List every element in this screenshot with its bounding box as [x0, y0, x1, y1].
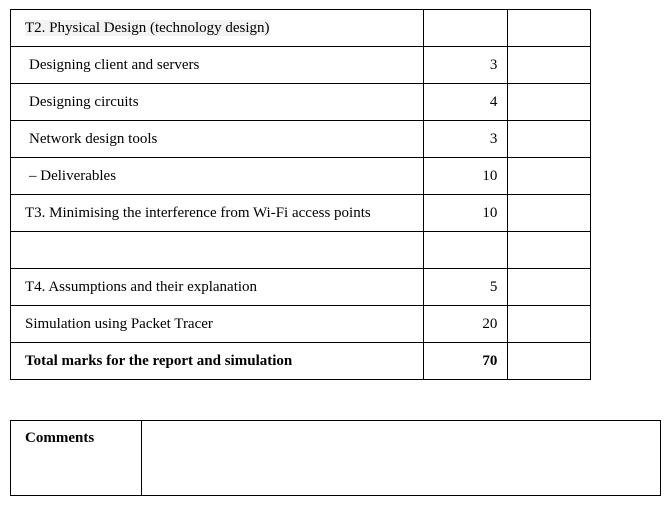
marks-cell: 3: [423, 121, 508, 158]
marks-cell: [423, 10, 508, 47]
marks-cell: 5: [423, 269, 508, 306]
task-cell: – Deliverables: [11, 158, 424, 195]
table-row: [11, 232, 591, 269]
score-cell[interactable]: [508, 232, 591, 269]
task-label: T2. Physical Design (technology design): [25, 19, 270, 36]
task-cell: Network design tools: [11, 121, 424, 158]
score-cell[interactable]: [508, 343, 591, 380]
score-cell[interactable]: [508, 195, 591, 232]
table-row: [11, 121, 591, 158]
comments-label: Comments: [11, 421, 142, 496]
table-row: [11, 195, 591, 232]
score-cell[interactable]: [508, 269, 591, 306]
task-cell: T3. Minimising the interference from Wi-Fi access points: [11, 195, 424, 232]
marks-cell: 20: [423, 306, 508, 343]
marks-cell: 10: [423, 195, 508, 232]
total-label: Total marks for the report and simulation: [11, 343, 424, 380]
marks-cell: 10: [423, 158, 508, 195]
marks-cell: 3: [423, 47, 508, 84]
score-cell[interactable]: [508, 84, 591, 121]
table-row: [11, 158, 591, 195]
score-cell[interactable]: [508, 306, 591, 343]
total-row: [11, 343, 591, 380]
table-row: [11, 10, 591, 47]
table-row: [11, 269, 591, 306]
comments-table: [10, 420, 661, 496]
task-cell: Designing circuits: [11, 84, 424, 121]
task-cell: [11, 232, 424, 269]
task-cell: Simulation using Packet Tracer: [11, 306, 424, 343]
task-cell: [11, 10, 424, 47]
task-cell: Designing client and servers: [11, 47, 424, 84]
score-cell[interactable]: [508, 10, 591, 47]
comments-field[interactable]: [141, 421, 660, 496]
task-cell: T4. Assumptions and their explanation: [11, 269, 424, 306]
table-row: [11, 47, 591, 84]
table-row: [11, 84, 591, 121]
table-row: [11, 306, 591, 343]
marks-cell: 4: [423, 84, 508, 121]
score-cell[interactable]: [508, 158, 591, 195]
score-cell[interactable]: [508, 47, 591, 84]
marks-table: [10, 9, 591, 380]
marks-cell: [423, 232, 508, 269]
comments-row: [11, 421, 661, 496]
total-marks: 70: [423, 343, 508, 380]
score-cell[interactable]: [508, 121, 591, 158]
